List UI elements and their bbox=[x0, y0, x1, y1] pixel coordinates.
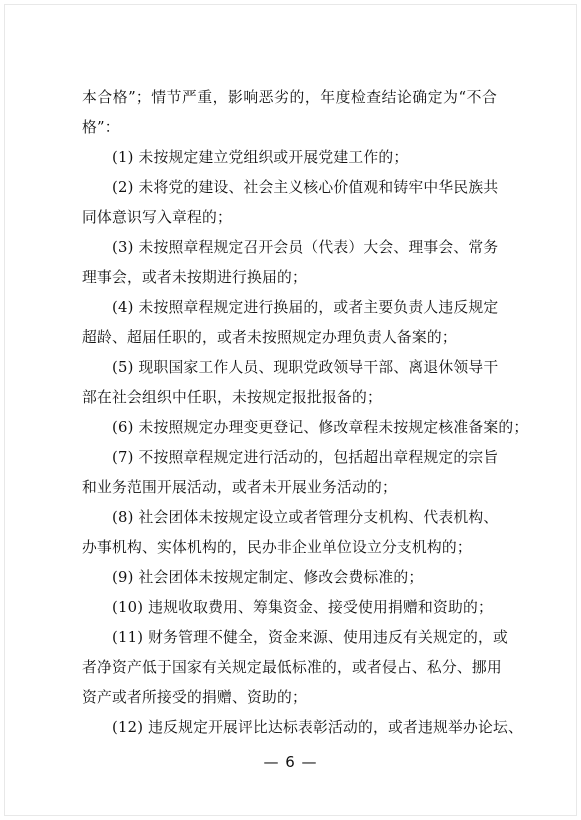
list-item-7-continued: 和业务范围开展活动，或者未开展业务活动的； bbox=[82, 479, 397, 496]
list-item-1: (1) 未按规定建立党组织或开展党建工作的； bbox=[112, 149, 409, 166]
list-item-12: (12) 违反规定开展评比达标表彰活动的，或者违规举办论坛、 bbox=[112, 719, 524, 736]
list-item-7: (7) 不按照章程规定进行活动的，包括超出章程规定的宗旨 bbox=[112, 449, 499, 466]
list-item-9: (9) 社会团体未按规定制定、修改会费标准的； bbox=[112, 569, 424, 586]
paragraph-line: 格”： bbox=[82, 119, 120, 136]
list-item-11-continued: 资产或者所接受的捐赠、资助的； bbox=[82, 689, 307, 706]
list-item-2-continued: 同体意识写入章程的； bbox=[82, 209, 232, 226]
page-number: — 6 — bbox=[263, 753, 318, 771]
list-item-4-continued: 超龄、超届任职的，或者未按照规定办理负责人备案的； bbox=[82, 329, 457, 346]
paragraph-line: 本合格”；情节严重，影响恶劣的，年度检查结论确定为“不合 bbox=[82, 89, 497, 106]
list-item-11: (11) 财务管理不健全，资金来源、使用违反有关规定的，或 bbox=[112, 629, 509, 646]
list-item-10: (10) 违规收取费用、筹集资金、接受使用捐赠和资助的； bbox=[112, 599, 494, 616]
list-item-6: (6) 未按照规定办理变更登记、修改章程未按规定核准备案的； bbox=[112, 419, 529, 436]
list-item-2: (2) 未将党的建设、社会主义核心价值观和铸牢中华民族共 bbox=[112, 179, 499, 196]
list-item-8-continued: 办事机构、实体机构的，民办非企业单位设立分支机构的； bbox=[82, 539, 472, 556]
list-item-11-continued: 者净资产低于国家有关规定最低标准的，或者侵占、私分、挪用 bbox=[82, 659, 502, 676]
document-body bbox=[82, 83, 529, 743]
list-item-3-continued: 理事会，或者未按期进行换届的； bbox=[82, 269, 307, 286]
list-item-3: (3) 未按照章程规定召开会员（代表）大会、理事会、常务 bbox=[112, 239, 499, 256]
list-item-4: (4) 未按照章程规定进行换届的，或者主要负责人违反规定 bbox=[112, 299, 499, 316]
list-item-5-continued: 部在社会组织中任职，未按规定报批报备的； bbox=[82, 389, 382, 406]
list-item-8: (8) 社会团体未按规定设立或者管理分支机构、代表机构、 bbox=[112, 509, 499, 526]
list-item-5: (5) 现职国家工作人员、现职党政领导干部、离退休领导干 bbox=[112, 359, 499, 376]
